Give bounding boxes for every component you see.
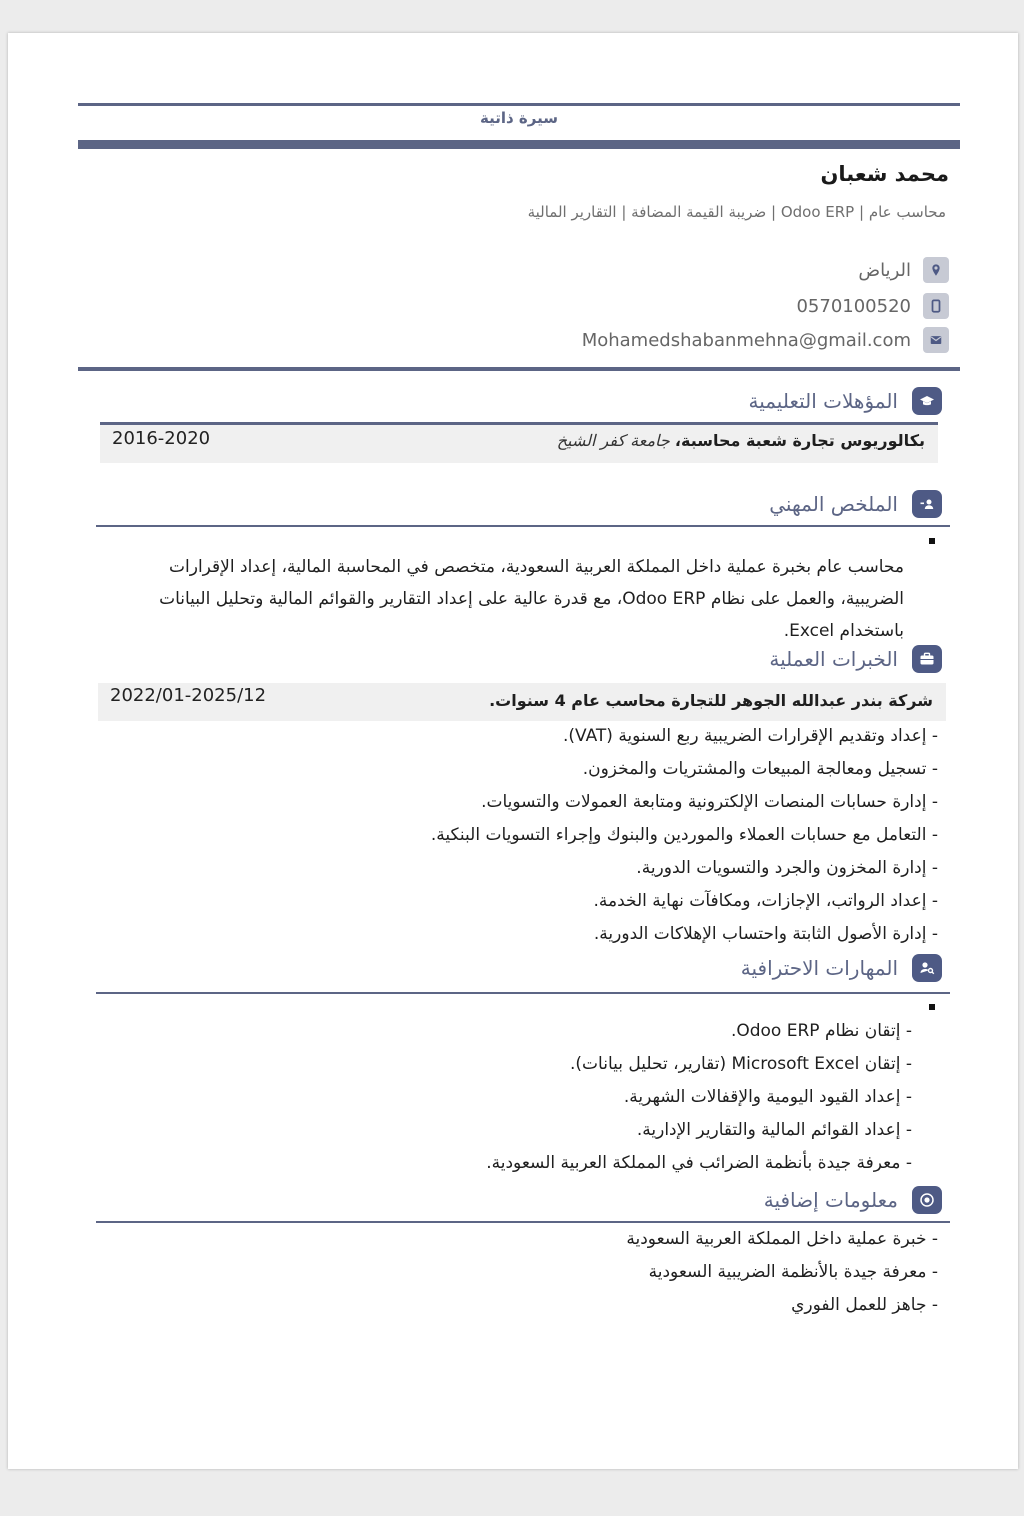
phone-text: 0570100520: [796, 295, 911, 317]
education-row: [100, 425, 938, 463]
location-pin-icon: [923, 257, 949, 283]
duty-item: - إعداد وتقديم الإقرارات الضريبية ربع السنوية (VAT).: [562, 726, 938, 746]
duty-item: - إدارة المخزون والجرد والتسويات الدورية.: [636, 858, 938, 878]
degree-text: بكالوريوس تجارة شعبة محاسبة،: [674, 431, 925, 450]
skills-header: [741, 952, 942, 984]
duty-item: - إدارة الأصول الثابتة واحتساب الإهلاكات الدورية.: [593, 924, 938, 944]
education-years: 2016-2020: [112, 428, 211, 449]
mobile-phone-icon: [923, 293, 949, 319]
email-link[interactable]: Mohamedshabanmehna@gmail.com: [581, 329, 911, 351]
contact-email: [582, 326, 949, 354]
skills-bullet: [929, 1004, 935, 1010]
person-name: محمد شعبان: [820, 162, 949, 186]
education-header: [748, 385, 942, 417]
city-text: الرياض: [858, 259, 911, 281]
education-degree-line: [557, 431, 925, 450]
additional-title: معلومات إضافية: [763, 1188, 898, 1212]
experience-duties-list: [431, 720, 938, 951]
additional-header: [764, 1184, 942, 1216]
university-text: جامعة كفر الشيخ: [556, 431, 670, 450]
experience-header: [769, 643, 942, 675]
person-card-icon: [912, 490, 942, 518]
header-top-rule: [78, 103, 960, 106]
duty-item: - التعامل مع حسابات العملاء والموردين والبنوك وإجراء التسويات البنكية.: [430, 825, 938, 845]
summary-text: محاسب عام بخبرة عملية داخل المملكة العربية السعودية، متخصص في المحاسبة المالية، إعداد الإقرارات الضريبية، والعمل على نظام Odoo ERP، مع قدرة عالية على إعداد التقارير والقوائم المالية وتحليل البيانات باستخدام Excel.: [159, 557, 904, 641]
skills-list: [486, 1015, 912, 1180]
company-text: شركة بندر عبدالله الجوهر للتجارة محاسب عام 4 سنوات.: [489, 691, 933, 710]
job-title: محاسب عام | Odoo ERP | ضريبة القيمة المضافة | التقارير المالية: [527, 203, 946, 221]
skill-item: - إعداد القيود اليومية والإقفالات الشهرية.: [623, 1087, 912, 1107]
skill-item: - إعداد القوائم المالية والتقارير الإدارية.: [636, 1120, 912, 1140]
duty-item: - تسجيل ومعالجة المبيعات والمشتريات والمخزون.: [582, 759, 938, 779]
additional-list: [626, 1223, 938, 1322]
header-bottom-rule: [78, 140, 960, 149]
briefcase-icon: [912, 645, 942, 673]
skill-item: - معرفة جيدة بأنظمة الضرائب في المملكة العربية السعودية.: [486, 1153, 912, 1173]
education-title: المؤهلات التعليمية: [748, 389, 898, 413]
experience-title: الخبرات العملية: [769, 647, 898, 671]
additional-item: - جاهز للعمل الفوري: [791, 1295, 938, 1315]
experience-row: [98, 683, 946, 721]
document-title: سيرة ذاتية: [480, 109, 558, 127]
additional-item: - معرفة جيدة بالأنظمة الضريبية السعودية: [648, 1262, 938, 1282]
experience-company-line: [489, 691, 933, 710]
summary-header: [769, 488, 942, 520]
skills-divider: [96, 992, 950, 994]
duty-item: - إدارة حسابات المنصات الإلكترونية ومتابعة العمولات والتسويات.: [481, 792, 938, 812]
graduation-cap-icon: [912, 387, 942, 415]
summary-bullet: [929, 538, 935, 544]
skill-item: - إتقان نظام Odoo ERP.: [730, 1021, 912, 1041]
envelope-icon: [923, 327, 949, 353]
contact-divider: [78, 367, 960, 371]
summary-title: الملخص المهني: [769, 492, 898, 516]
resume-page: [8, 33, 1018, 1469]
contact-phone: [796, 292, 949, 320]
summary-divider: [96, 525, 950, 527]
experience-period: 2022/01-2025/12: [110, 685, 267, 706]
skill-item: - إتقان Microsoft Excel (تقارير، تحليل بيانات).: [570, 1054, 912, 1074]
contact-city: [858, 256, 949, 284]
duty-item: - إعداد الرواتب، الإجازات، ومكافآت نهاية الخدمة.: [593, 891, 938, 911]
skills-title: المهارات الاحترافية: [740, 956, 898, 980]
target-icon: [912, 1186, 942, 1214]
additional-item: - خبرة عملية داخل المملكة العربية السعودية: [626, 1229, 938, 1249]
person-search-icon: [912, 954, 942, 982]
